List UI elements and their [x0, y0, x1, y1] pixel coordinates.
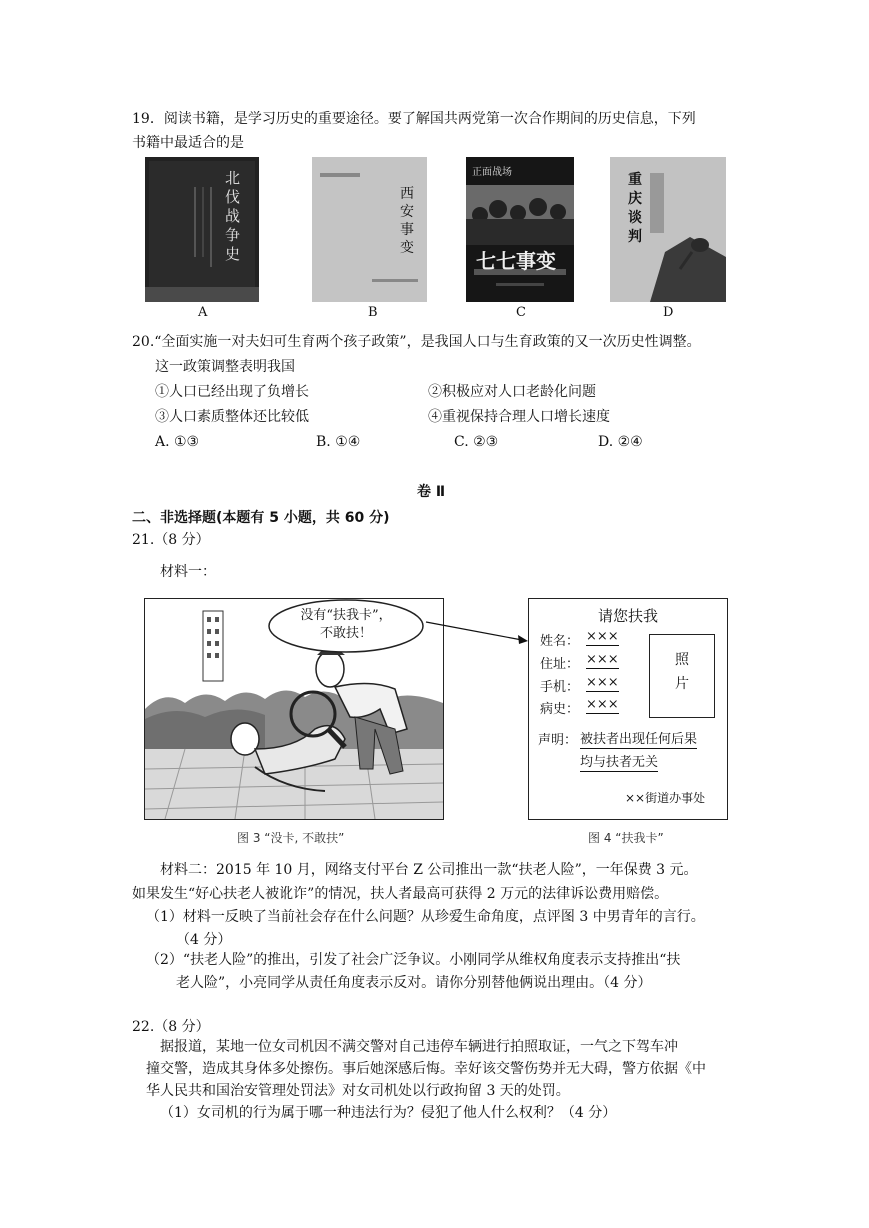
card-phone-label: 手机： [540, 680, 580, 695]
card-name-label: 姓名： [540, 634, 580, 649]
card-phone-value: ××× [586, 675, 619, 690]
q20-stem-line2: 这一政策调整表明我国 [155, 359, 295, 375]
book-cover-c [466, 157, 574, 302]
q20-choice-a: A. ①③ [155, 434, 200, 450]
card-issuer: ××街道办事处 [625, 791, 706, 805]
book-label-c: C [516, 305, 526, 320]
card-address-label: 住址： [540, 657, 580, 672]
q19-stem-line1: 19．阅读书籍，是学习历史的重要途径。要了解国共两党第一次合作期间的历史信息，下列 [132, 111, 696, 127]
speech-bubble-line1: 没有“扶我卡”， [300, 608, 392, 623]
q22-header: 22.（8 分） [132, 1019, 210, 1035]
card-photo-label-2: 片 [675, 676, 689, 692]
q21-material1-label: 材料一： [160, 564, 216, 580]
section-heading: 二、非选择题(本题有 5 小题，共 60 分) [132, 510, 390, 526]
book-cover-b [312, 157, 427, 302]
card-statement-line1: 被扶者出现任何后果 [580, 728, 697, 749]
book-cover-a-art [145, 157, 259, 302]
q21-sub1-line2: （4 分） [176, 932, 232, 948]
speech-bubble-line2: 不敢扶！ [319, 626, 372, 641]
card-statement-line2: 均与扶者无关 [580, 751, 658, 772]
figure-4-caption: 图 4 “扶我卡” [588, 831, 664, 845]
card-history-value: ××× [586, 697, 619, 712]
q20-stem-line1: 20.“全面实施一对夫妇可生育两个孩子政策”，是我国人口与生育政策的又一次历史性调整。 [132, 334, 701, 350]
book-label-d: D [663, 305, 674, 320]
q20-option-2: ②积极应对人口老龄化问题 [428, 384, 596, 400]
q22-text-line2: 撞交警，造成其身体多处擦伤。事后她深感后悔。幸好该交警伤势并无大碍，警方依据《中 [146, 1061, 706, 1077]
card-address-value: ××× [586, 652, 619, 667]
q20-choice-d: D. ②④ [598, 434, 643, 450]
book-title-d: 重庆谈判 [628, 172, 642, 245]
book-cover-a [145, 157, 259, 302]
q21-material2-line2: 如果发生“好心扶老人被讹诈”的情况，扶人者最高可获得 2 万元的法律诉讼费用赔偿。 [132, 886, 669, 902]
q21-header: 21.（8 分） [132, 532, 210, 548]
figure-3-caption: 图 3 “没卡, 不敢扶” [237, 831, 345, 845]
book-top-text-c: 正面战场 [472, 167, 512, 178]
card-name-value: ××× [586, 629, 619, 644]
q21-sub2-line2: 老人险”，小亮同学从责任角度表示反对。请你分别替他俩说出理由。（4 分） [176, 975, 652, 991]
q20-option-1: ①人口已经出现了负增长 [155, 384, 309, 400]
q22-text-line3: 华人民共和国治安管理处罚法》对女司机处以行政拘留 3 天的处罚。 [146, 1083, 570, 1099]
card-photo-label-1: 照 [675, 652, 689, 668]
arrow-to-card [424, 618, 530, 648]
q21-sub1-line1: （1）材料一反映了当前社会存在什么问题？从珍爱生命角度，点评图 3 中男青年的言行。 [146, 909, 705, 925]
q19-stem-line2: 书籍中最适合的是 [132, 135, 244, 151]
card-photo-box [649, 634, 715, 718]
book-title-b: 西安事变 [400, 186, 414, 256]
book-cover-c-art [466, 157, 574, 302]
q20-option-3: ③人口素质整体还比较低 [155, 409, 309, 425]
q20-choice-c: C. ②③ [454, 434, 499, 450]
q20-choice-b: B. ①④ [316, 434, 361, 450]
speech-bubble [267, 598, 425, 654]
q21-sub2-line1: （2）“扶老人险”的推出，引发了社会广泛争议。小刚同学从维权角度表示支持推出“扶 [146, 952, 681, 968]
q22-text-line1: 据报道，某地一位女司机因不满交警对自己违停车辆进行拍照取证，一气之下驾车冲 [160, 1039, 678, 1055]
book-label-a: A [198, 305, 208, 320]
q22-sub1: （1）女司机的行为属于哪一种违法行为？侵犯了他人什么权利？（4 分） [160, 1105, 617, 1121]
card-title: 请您扶我 [597, 607, 658, 625]
card-history-label: 病史： [540, 702, 580, 717]
book-title-a: 北伐战争史 [225, 169, 241, 263]
book-label-b: B [368, 305, 378, 320]
figure-4-card [528, 598, 728, 820]
book-title-c: 七七事变 [476, 249, 556, 273]
card-statement-label: 声明： [538, 733, 578, 748]
q20-option-4: ④重视保持合理人口增长速度 [428, 409, 610, 425]
book-cover-d [610, 157, 726, 302]
volume-title: 卷 Ⅱ [417, 484, 446, 500]
q21-material2-line1: 材料二：2015 年 10 月，网络支付平台 Z 公司推出一款“扶老人险”，一年保费 3 元。 [160, 862, 698, 878]
